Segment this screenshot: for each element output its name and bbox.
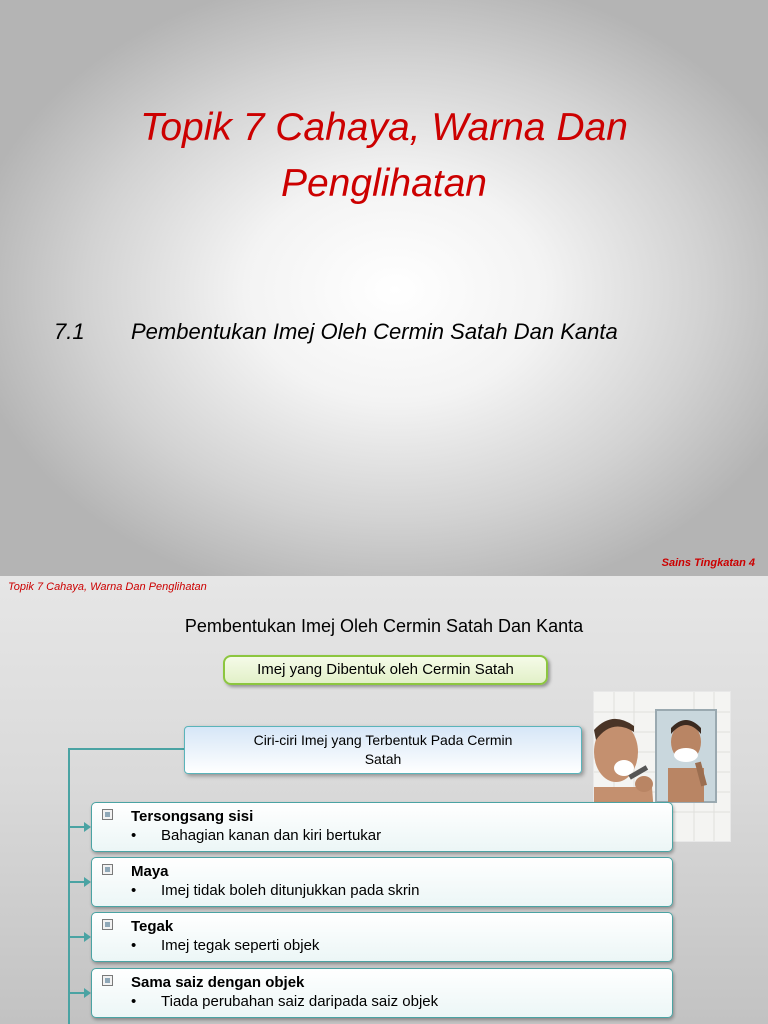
title-line-2: Penglihatan (280, 162, 487, 205)
bullet-dot: • (131, 882, 137, 899)
bullet-box-icon (102, 864, 113, 875)
property-description-text: Tiada perubahan saiz daripada saiz objek (161, 993, 439, 1010)
arrow-2 (70, 881, 85, 883)
bullet-box-icon (102, 975, 113, 986)
property-item (91, 802, 673, 852)
connector-top-line (68, 748, 185, 750)
topic-pill: Imej yang Dibentuk oleh Cermin Satah (223, 655, 548, 685)
property-title: Tersongsang sisi (131, 808, 254, 825)
property-description (131, 827, 381, 844)
bullet-box-icon (102, 809, 113, 820)
property-description (131, 882, 420, 899)
arrow-3 (70, 936, 85, 938)
property-title: Maya (131, 863, 169, 880)
slide-2-heading: Pembentukan Imej Oleh Cermin Satah Dan Kanta (184, 616, 584, 636)
bullet-dot: • (131, 993, 137, 1010)
slide-1-footer: Sains Tingkatan 4 (661, 557, 755, 569)
property-description-text: Imej tidak boleh ditunjukkan pada skrin (161, 882, 420, 899)
slide-2-header: Topik 7 Cahaya, Warna Dan Penglihatan (8, 581, 207, 593)
property-title: Tegak (131, 918, 174, 935)
connector-line (68, 748, 70, 1024)
subtitle-text: Pembentukan Imej Oleh Cermin Satah Dan Kanta (131, 319, 618, 344)
subtitle-number: 7.1 (54, 319, 85, 344)
slide-2 (0, 576, 768, 1024)
callout-line-1: Ciri-ciri Imej yang Terbentuk Pada Cermin (253, 732, 513, 748)
title-line-1: Topik 7 Cahaya, Warna Dan (140, 106, 628, 149)
property-description (131, 937, 319, 954)
property-description (131, 993, 438, 1010)
arrow-1 (70, 826, 85, 828)
bullet-dot: • (131, 937, 137, 954)
property-item (91, 912, 673, 962)
characteristics-callout (184, 726, 582, 774)
property-title: Sama saiz dengan objek (131, 974, 305, 991)
callout-line-2: Satah (364, 751, 402, 767)
property-item (91, 968, 673, 1018)
bullet-dot: • (131, 827, 137, 844)
arrow-4 (70, 992, 85, 994)
property-item (91, 857, 673, 907)
property-description-text: Bahagian kanan dan kiri bertukar (161, 827, 382, 844)
slide-1-title (0, 100, 768, 212)
property-description-text: Imej tegak seperti objek (161, 937, 320, 954)
bullet-box-icon (102, 919, 113, 930)
